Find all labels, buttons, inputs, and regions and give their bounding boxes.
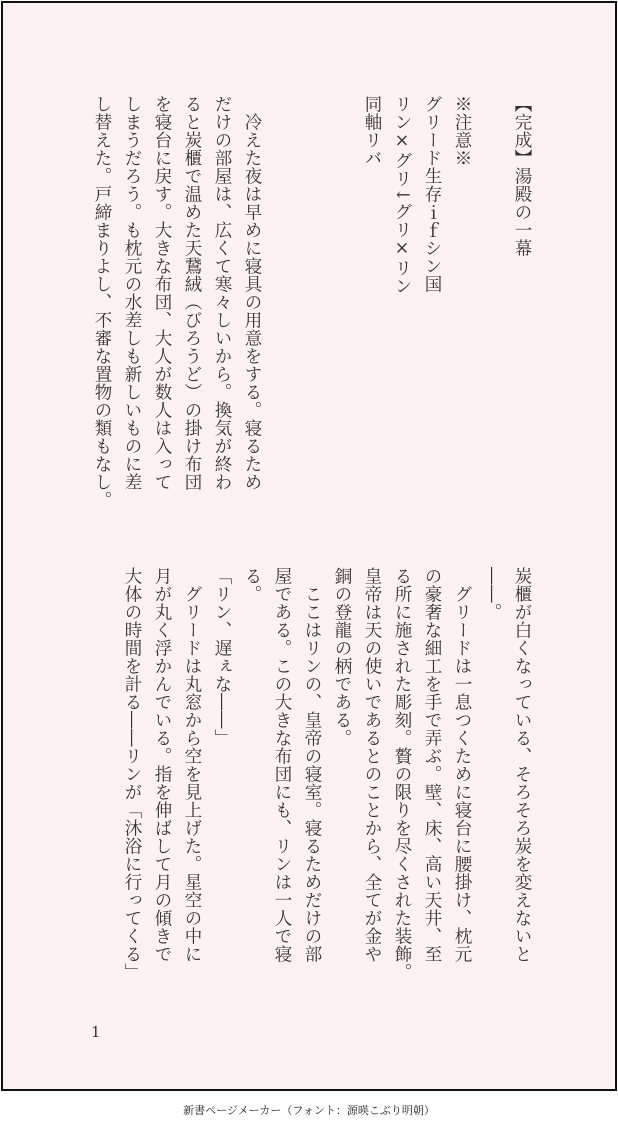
text-line: る。 bbox=[242, 567, 262, 603]
text-line: 炭櫃が白くなっている、そろそろ炭を変えないと bbox=[512, 567, 532, 963]
text-line: ここはリンの、皇帝の寝室。寝るためだけの部 bbox=[302, 567, 322, 963]
upper-text-block bbox=[92, 95, 537, 535]
text-line: ※注意※ bbox=[452, 95, 472, 167]
text-line: を寝台に戻す。大きな布団、大人が数人は入って bbox=[152, 95, 172, 491]
text-line bbox=[267, 95, 297, 535]
text-line: 屋である。この大きな布団にも、リンは一人で寝 bbox=[272, 567, 292, 963]
text-line: の豪奢な細工を手で弄ぶ。壁、床、高い天井、至 bbox=[422, 567, 442, 963]
lower-text-block bbox=[97, 567, 537, 1007]
text-line: グリードは丸窓から空を見上げた。星空の中に bbox=[182, 567, 202, 963]
text-line: し替えた。戸締まりよし、不審な置物の類もなし。 bbox=[92, 95, 112, 509]
text-line: 月が丸く浮かんでいる。指を伸ばして月の傾きで bbox=[152, 567, 172, 963]
text-line bbox=[477, 95, 507, 535]
text-line: ると炭櫃で温めた天鵞絨（びろうど）の掛け布団 bbox=[182, 95, 202, 491]
text-line: 同軸リバ bbox=[362, 95, 382, 167]
text-line: ――。 bbox=[482, 567, 502, 621]
text-line: 銅の登龍の柄である。 bbox=[332, 567, 352, 747]
book-page bbox=[1, 1, 617, 1091]
text-line: 皇帝は天の使いであるとのことから、全てが金や bbox=[362, 567, 382, 963]
text-line: 冷えた夜は早めに寝具の用意をする。寝るため bbox=[242, 95, 262, 491]
text-line: グリード生存ｉｆシン国 bbox=[422, 95, 442, 293]
text-line: る所に施された彫刻。贅の限りを尽くされた装飾。 bbox=[392, 567, 412, 981]
text-line bbox=[297, 95, 327, 535]
text-line: だけの部屋は、広くて寒々しいから。換気が終わ bbox=[212, 95, 232, 491]
text-line: 「リン、遅ぇな――」 bbox=[212, 567, 232, 747]
text-line bbox=[327, 95, 357, 535]
text-line: しまうだろう。も枕元の水差しも新しいものに差 bbox=[122, 95, 142, 491]
text-line: 大体の時間を計る――リンが「沐浴に行ってくる」 bbox=[122, 567, 142, 981]
page-number: 1 bbox=[91, 1023, 101, 1041]
text-line: グリードは一息つくために寝台に腰掛け、枕元 bbox=[452, 567, 472, 963]
footer-credit: 新書ページメーカー（フォント：源暎こぶり明朝） bbox=[183, 1104, 435, 1117]
text-line: 【完成】湯殿の一幕 bbox=[512, 95, 532, 257]
text-line: リン×グリ↓グリ×リン bbox=[392, 95, 412, 296]
